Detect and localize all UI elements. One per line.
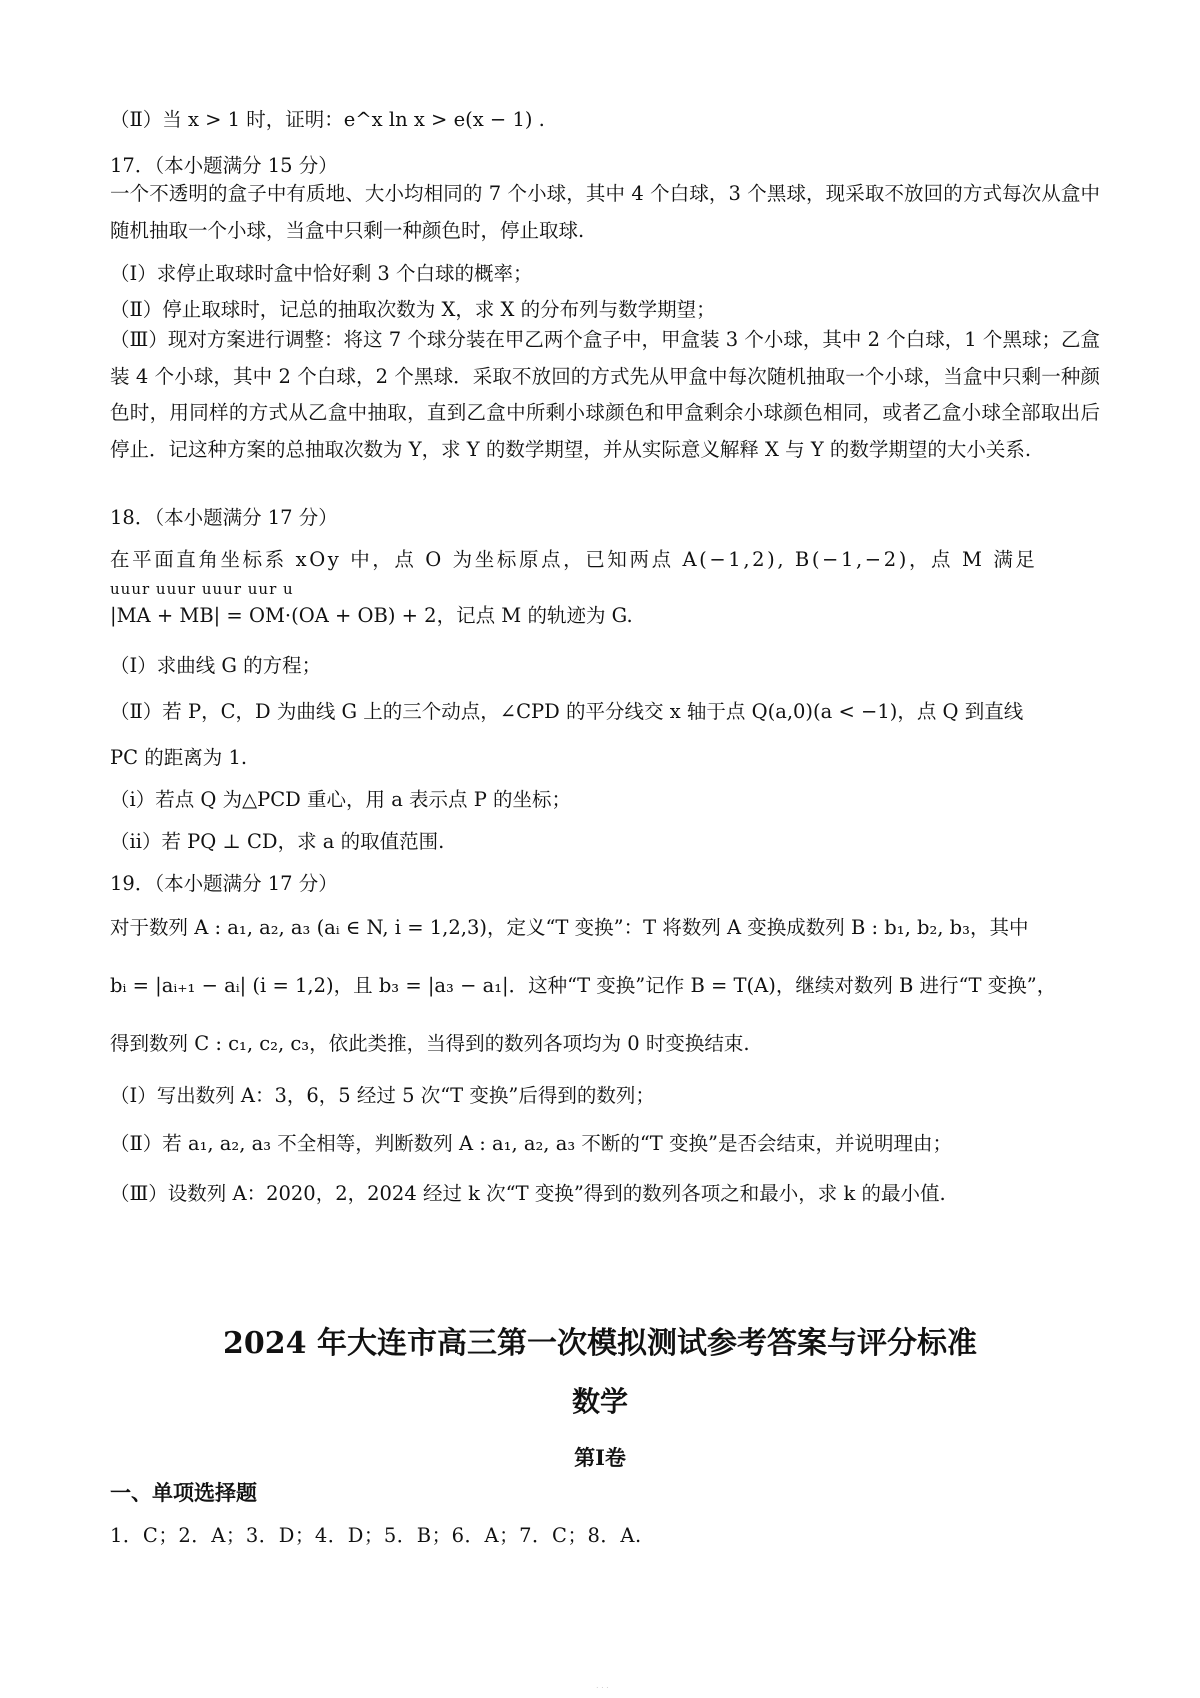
q19-stem-line1: 对于数列 A : a₁, a₂, a₃ (aᵢ ∈ N, i = 1,2,3)，定义“T 变换”：T 将数列 A 变换成数列 B : b₁, b₂, b₃，其中 xyxy=(110,916,1029,939)
q18-part2-line2: PC 的距离为 1. xyxy=(110,746,248,769)
q17-heading: 17．（本小题满分 15 分） xyxy=(110,154,338,177)
multiple-choice-answers: 1．C；2．A；3．D；4．D；5．B；6．A；7．C；8．A. xyxy=(110,1524,642,1547)
q18-part2-line1: （Ⅱ）若 P，C，D 为曲线 G 上的三个动点，∠CPD 的平分线交 x 轴于点 Q(a,0)(a < −1)，点 Q 到直线 xyxy=(110,700,1024,723)
part-title: 第Ⅰ卷 xyxy=(574,1445,626,1470)
q18-stem-line1: 在平面直角坐标系 xOy 中，点 O 为坐标原点，已知两点 A(−1,2), B(−1,−2)，点 M 满足 xyxy=(110,548,1038,571)
q19-part1: （Ⅰ）写出数列 A：3，6，5 经过 5 次“T 变换”后得到的数列； xyxy=(110,1084,655,1107)
q19-stem-line2: bᵢ = |aᵢ₊₁ − aᵢ| (i = 1,2)，且 b₃ = |a₃ − a₁|．这种“T 变换”记作 B = T(A)，继续对数列 B 进行“T 变换”， xyxy=(110,974,1057,997)
q19-heading: 19．（本小题满分 17 分） xyxy=(110,872,338,895)
answer-key-title: 2024 年大连市高三第一次模拟测试参考答案与评分标准 xyxy=(223,1326,977,1361)
q18-sub-i: （ⅰ）若点 Q 为△PCD 重心，用 a 表示点 P 的坐标； xyxy=(110,788,572,811)
footer-mark: . . . xyxy=(596,1681,609,1690)
q17-part2: （Ⅱ）停止取球时，记总的抽取次数为 X，求 X 的分布列与数学期望； xyxy=(110,298,716,321)
q19-part3: （Ⅲ）设数列 A：2020，2，2024 经过 k 次“T 变换”得到的数列各项之和最小，求 k 的最小值. xyxy=(110,1182,946,1205)
q18-heading: 18．（本小题满分 17 分） xyxy=(110,506,338,529)
q18-part1: （Ⅰ）求曲线 G 的方程； xyxy=(110,654,322,677)
subject-title: 数学 xyxy=(571,1385,628,1418)
section-heading: 一、单项选择题 xyxy=(110,1480,257,1505)
prev-question-part2: （Ⅱ）当 x > 1 时，证明：e^x ln x > e(x − 1) . xyxy=(110,108,545,131)
q18-sub-ii: （ⅱ）若 PQ ⊥ CD，求 a 的取值范围. xyxy=(110,830,445,853)
q18-vector-marks: uuur uuur uuur uur u xyxy=(110,580,294,598)
q17-part3: （Ⅲ）现对方案进行调整：将这 7 个球分装在甲乙两个盒子中，甲盒装 3 个小球，其中 2 个白球，1 个黑球；乙盒装 4 个小球，其中 2 个白球，2 个黑球．采取不放回的方式先从甲盒中每次随机抽取一个小球，当盒中只剩一种颜色时，用同样的方式从乙盒中抽取，直到乙盒中所剩小球颜色和甲盒剩余小球颜色相同，或者乙盒小球全部取出后停止．记这种方案的总抽取次数为 Y，求 Y 的数学期望，并从实际意义解释 X 与 Y 的数学期望的大小关系. xyxy=(110,328,1100,461)
q19-part2: （Ⅱ）若 a₁, a₂, a₃ 不全相等，判断数列 A : a₁, a₂, a₃ 不断的“T 变换”是否会结束，并说明理由； xyxy=(110,1132,952,1155)
q17-part1: （Ⅰ）求停止取球时盒中恰好剩 3 个白球的概率； xyxy=(110,262,533,285)
q17-stem: 一个不透明的盒子中有质地、大小均相同的 7 个小球，其中 4 个白球，3 个黑球，现采取不放回的方式每次从盒中随机抽取一个小球，当盒中只剩一种颜色时，停止取球. xyxy=(110,182,1100,242)
q19-stem-line3: 得到数列 C : c₁, c₂, c₃，依此类推，当得到的数列各项均为 0 时变换结束. xyxy=(110,1032,750,1055)
q18-vector-condition: |MA + MB| = OM·(OA + OB) + 2，记点 M 的轨迹为 G. xyxy=(110,604,633,627)
